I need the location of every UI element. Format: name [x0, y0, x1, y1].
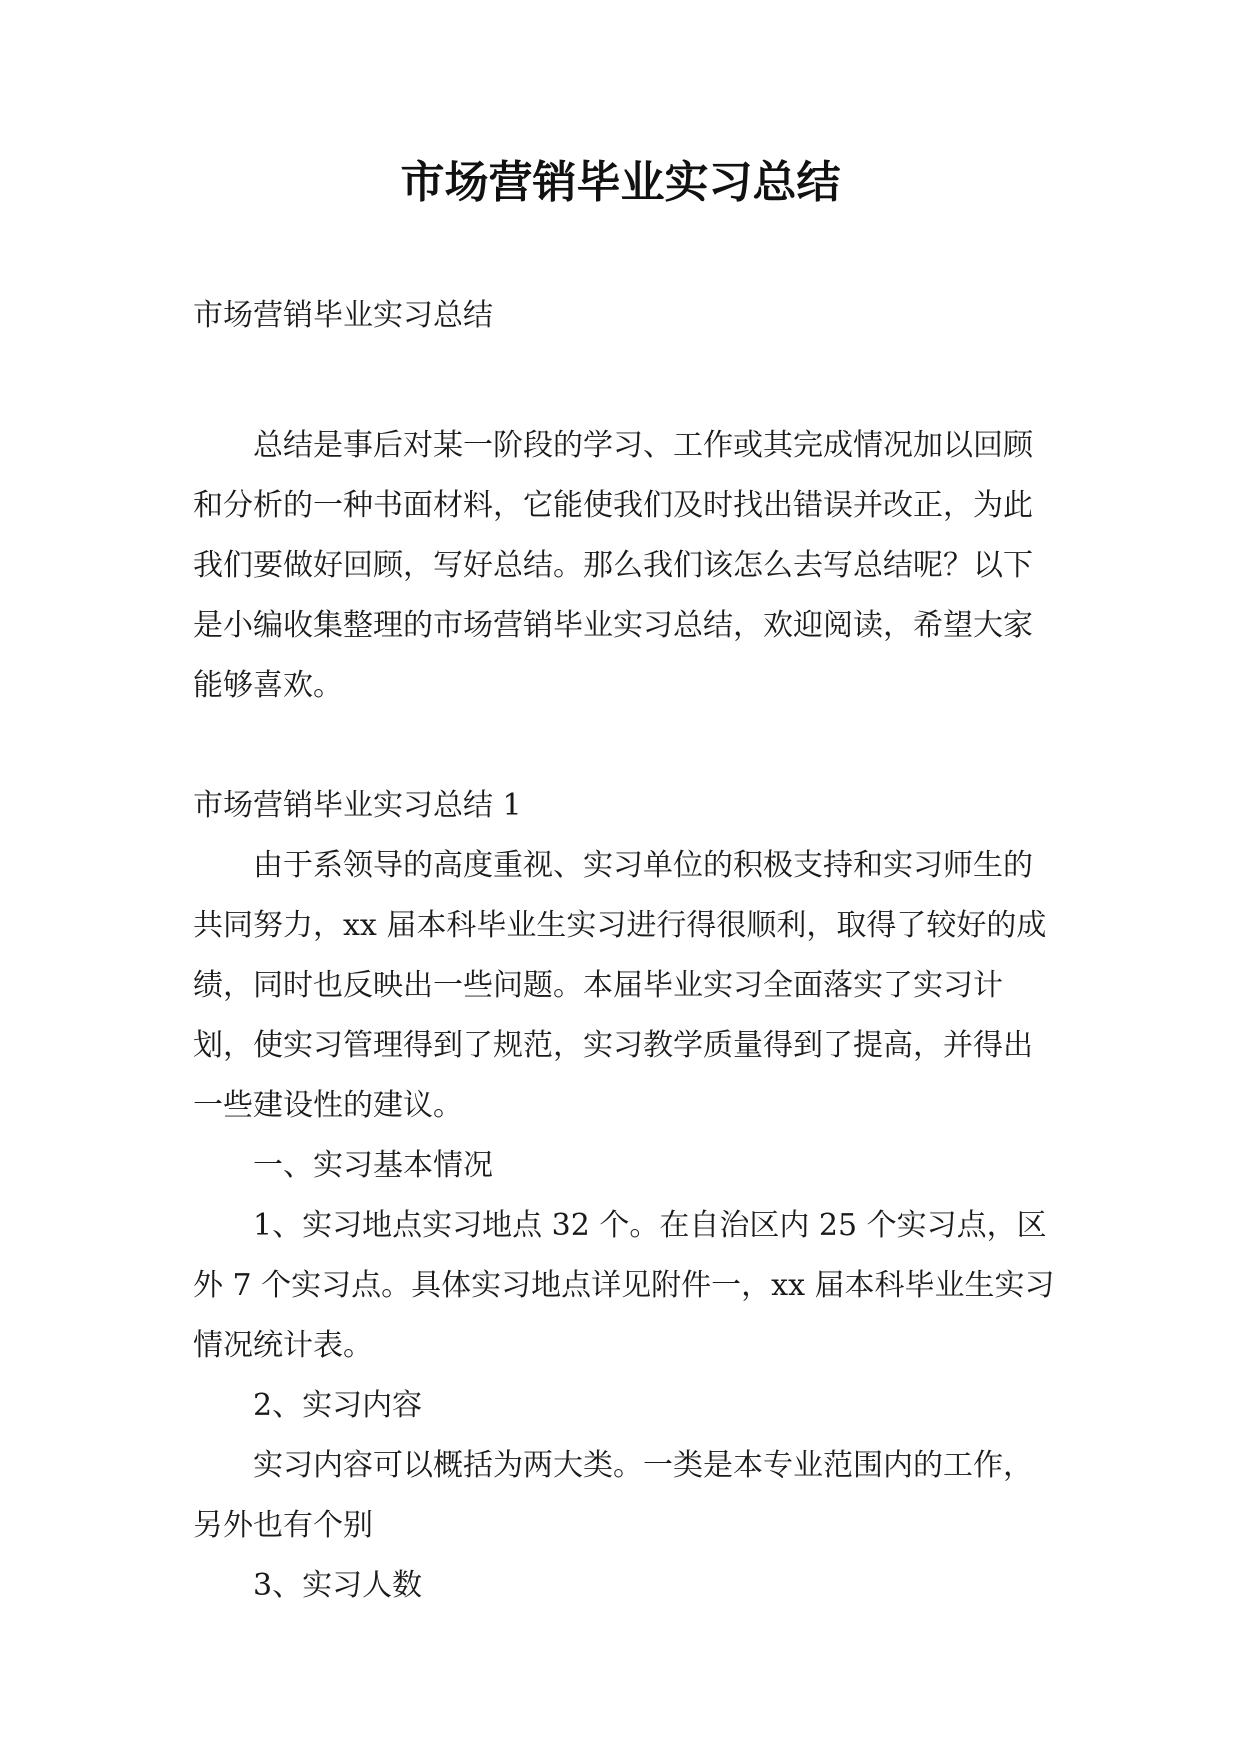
document-subtitle: 市场营销毕业实习总结: [193, 298, 493, 333]
item-location: 1、实习地点实习地点 32 个。在自治区内 25 个实习点，区外 7 个实习点。具体实习地点详见附件一，xx 届本科毕业生实习情况统计表。: [193, 1208, 1055, 1363]
item-count-heading: 3、实习人数: [253, 1568, 423, 1603]
document-body: [193, 286, 1059, 1616]
section-heading: 市场营销毕业实习总结 1: [193, 788, 522, 823]
document-title: 市场营销毕业实习总结: [400, 157, 841, 208]
item-content-heading: 2、实习内容: [253, 1388, 423, 1423]
basic-info-heading: 一、实习基本情况: [253, 1148, 493, 1183]
item-content-text: 实习内容可以概括为两大类。一类是本专业范围内的工作，另外也有个别: [193, 1448, 1033, 1543]
intro-paragraph: 总结是事后对某一阶段的学习、工作或其完成情况加以回顾和分析的一种书面材料，它能使我们及时找出错误并改正，为此我们要做好回顾，写好总结。那么我们该怎么去写总结呢？以下是小编收集整理的市场营销毕业实习总结，欢迎阅读，希望大家能够喜欢。: [193, 428, 1033, 703]
section-paragraph: 由于系领导的高度重视、实习单位的积极支持和实习师生的共同努力，xx 届本科毕业生实习进行得很顺利，取得了较好的成绩，同时也反映出一些问题。本届毕业实习全面落实了实习计划，使实习管理得到了规范，实习教学质量得到了提高，并得出一些建设性的建议。: [193, 848, 1047, 1123]
